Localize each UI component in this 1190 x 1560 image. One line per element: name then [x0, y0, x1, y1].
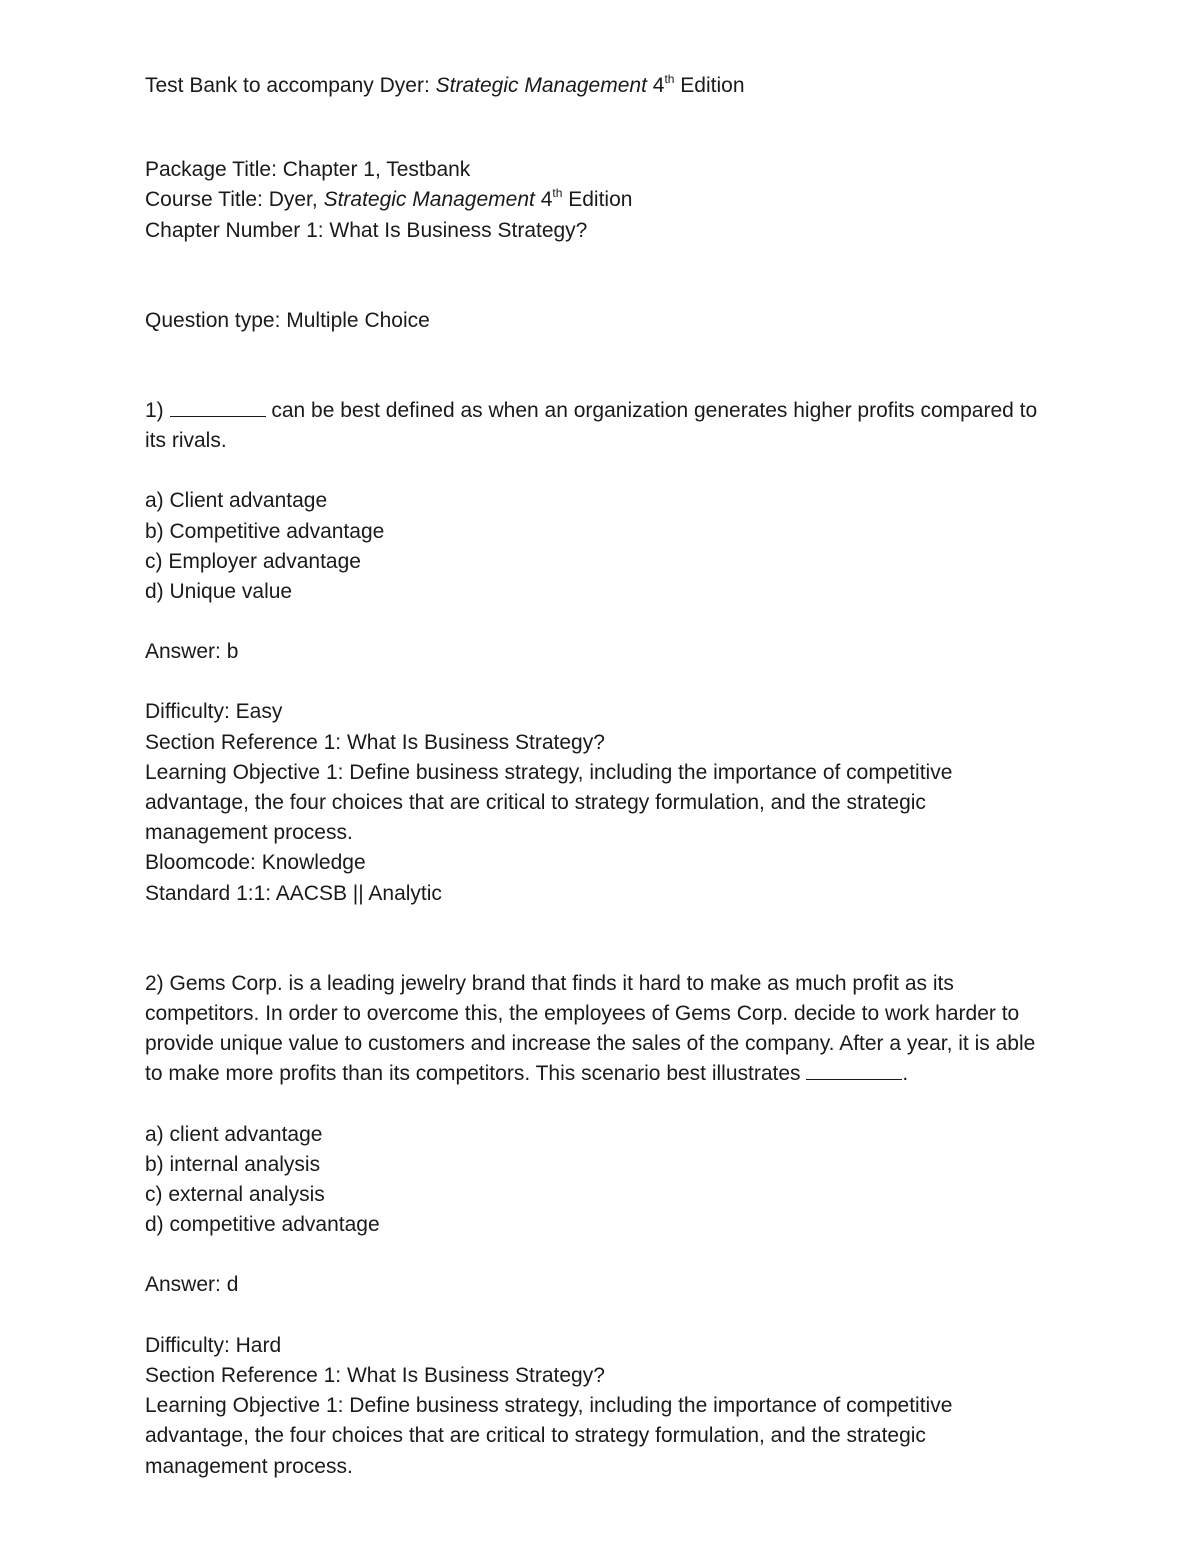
question-1-difficulty: Difficulty: Easy	[145, 700, 283, 724]
header-book-title: Strategic Management	[435, 74, 647, 97]
question-1-option-c: c) Employer advantage	[145, 549, 361, 573]
question-1-option-b: b) Competitive advantage	[145, 519, 385, 543]
question-1-bloomcode: Bloomcode: Knowledge	[145, 851, 366, 875]
header-prefix: Test Bank to accompany Dyer:	[145, 74, 436, 97]
header-edition-superscript: th	[664, 72, 675, 86]
question-2-period: .	[902, 1062, 909, 1086]
question-1-option-a: a) Client advantage	[145, 489, 328, 513]
question-1-standard: Standard 1:1: AACSB || Analytic	[145, 881, 442, 905]
header-edition-word: Edition	[674, 74, 745, 97]
question-2-answer: Answer: d	[145, 1273, 239, 1297]
question-1-learning-objective: Learning Objective 1: Define business strategy, including the importance of competitive advantage, the four choices that are critical to strategy formulation, and the strategic management process.	[145, 760, 953, 845]
course-title	[145, 185, 1045, 215]
question-2-number: 2)	[145, 971, 170, 995]
page-content	[145, 71, 1045, 1482]
answer-blank	[170, 398, 266, 417]
question-1-number: 1)	[145, 399, 170, 423]
question-1-answer: Answer: b	[145, 640, 239, 664]
course-book-title: Strategic Management	[323, 188, 535, 212]
question-2-option-d: d) competitive advantage	[145, 1213, 380, 1237]
header-edition-number: 4	[646, 74, 665, 97]
question-1-stem	[145, 396, 1045, 456]
question-2-stem	[145, 969, 1045, 1090]
question-2-learning-objective: Learning Objective 1: Define business strategy, including the importance of competitive advantage, the four choices that are critical to strategy formulation, and the strategic management process.	[145, 1394, 953, 1478]
question-2-difficulty: Difficulty: Hard	[145, 1333, 282, 1357]
question-type: Question type: Multiple Choice	[145, 308, 430, 332]
course-edition-superscript: th	[552, 186, 563, 201]
course-edition-word: Edition	[562, 188, 633, 212]
question-1-option-d: d) Unique value	[145, 580, 293, 604]
course-edition-number: 4	[534, 188, 553, 212]
answer-blank	[806, 1061, 902, 1080]
question-2-section-reference: Section Reference 1: What Is Business Strategy?	[145, 1363, 605, 1387]
question-2-option-c: c) external analysis	[145, 1183, 325, 1207]
question-1-text: can be best defined as when an organization generates higher profits compared to its rivals.	[145, 399, 1038, 453]
chapter-number: Chapter Number 1: What Is Business Strategy?	[145, 218, 588, 242]
question-2-option-a: a) client advantage	[145, 1122, 323, 1146]
question-2-option-b: b) internal analysis	[145, 1152, 321, 1176]
package-title: Package Title: Chapter 1, Testbank	[145, 158, 471, 182]
question-1-section-reference: Section Reference 1: What Is Business Strategy?	[145, 730, 605, 754]
question-2-text: Gems Corp. is a leading jewelry brand that finds it hard to make as much profit as its competitors. In order to overcome this, the employees of Gems Corp. decide to work harder to provide unique value to customers and increase the sales of the company. After a year, it is able to make more profits than its competitors. This scenario best illustrates	[145, 971, 1036, 1086]
course-prefix: Course Title: Dyer,	[145, 188, 324, 212]
document-header	[145, 71, 1045, 101]
